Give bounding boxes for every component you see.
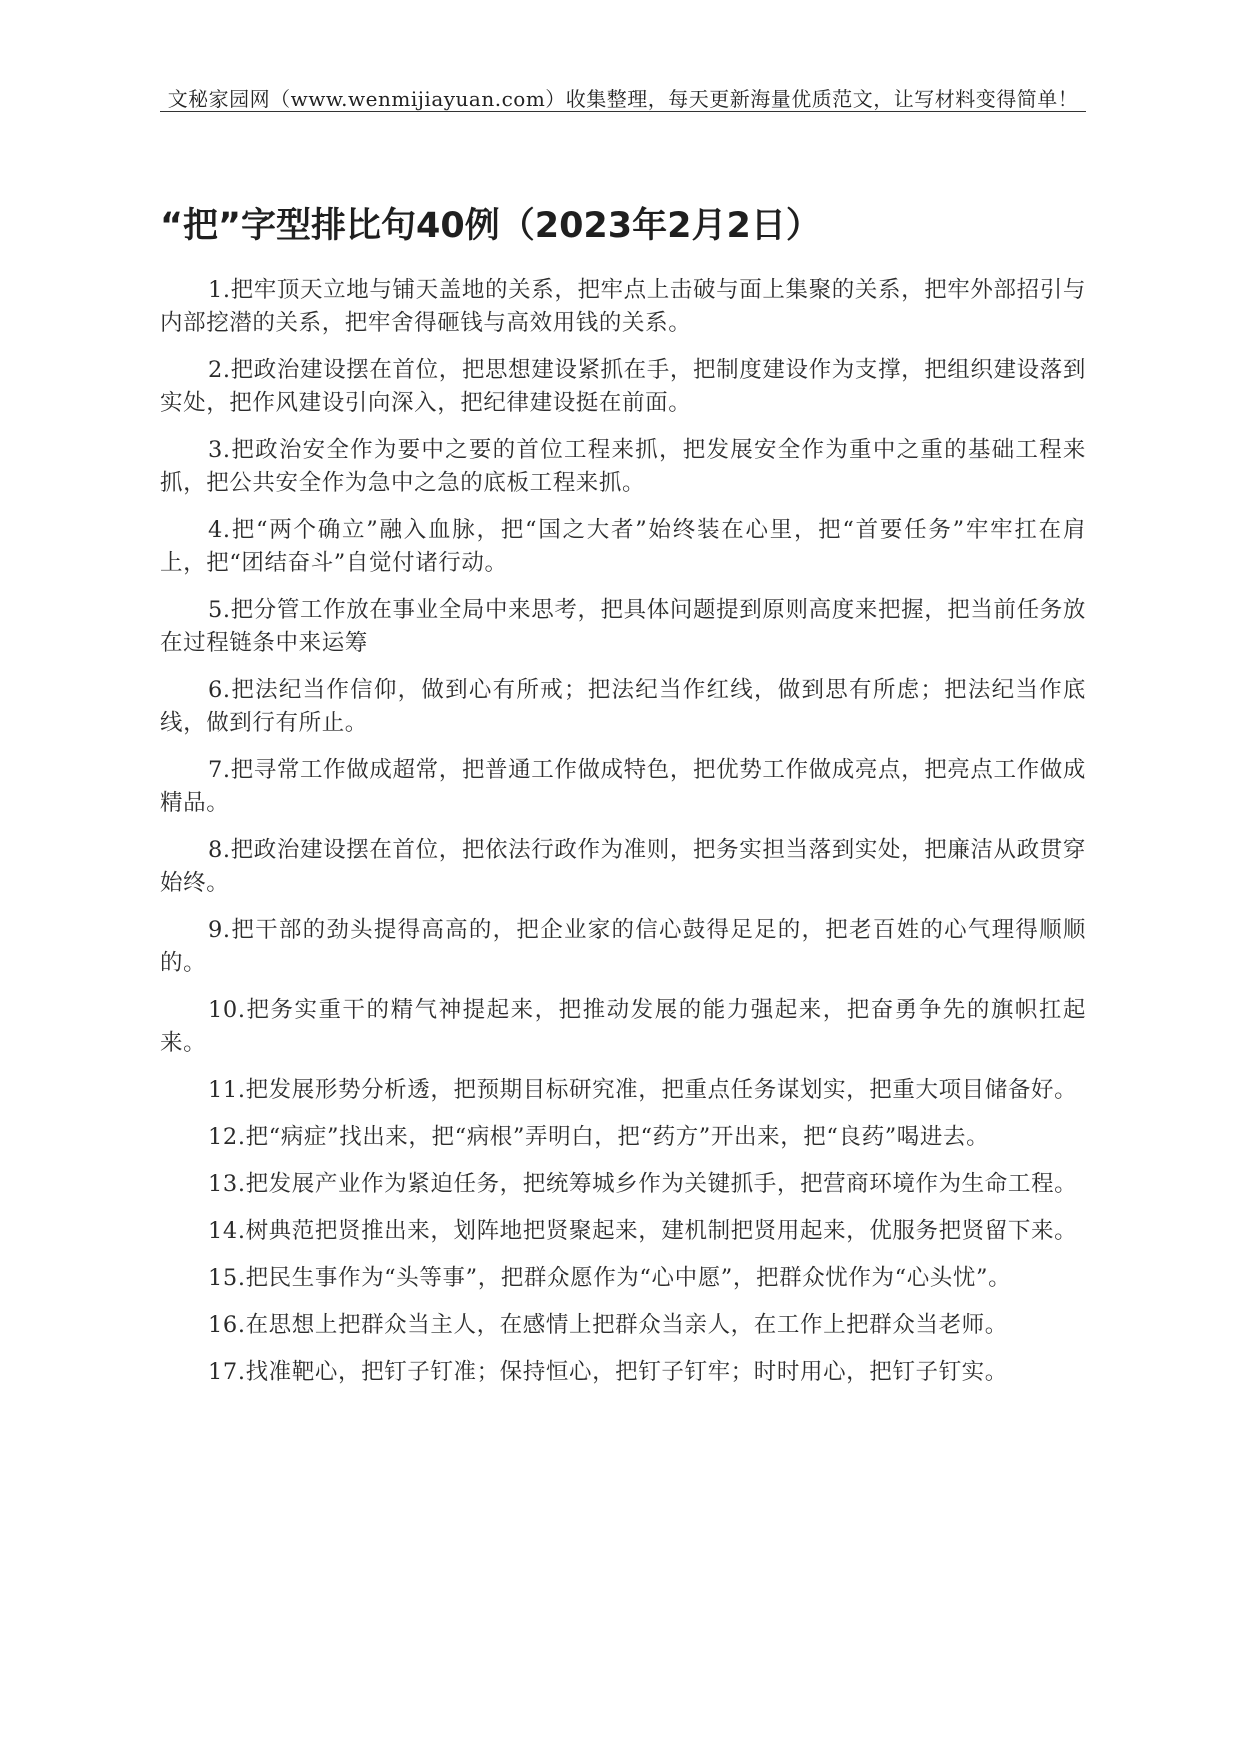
paragraph-3: 3.把政治安全作为要中之要的首位工程来抓，把发展安全作为重中之重的基础工程来抓，把公共安全作为急中之急的底板工程来抓。 <box>160 437 1086 496</box>
paragraph-11: 11.把发展形势分析透，把预期目标研究准，把重点任务谋划实，把重大项目储备好。 <box>208 1077 1078 1103</box>
paragraph-4: 4.把“两个确立”融入血脉，把“国之大者”始终装在心里，把“首要任务”牢牢扛在肩上，把“团结奋斗”自觉付诸行动。 <box>160 517 1086 576</box>
paragraph-5: 5.把分管工作放在事业全局中来思考，把具体问题提到原则高度来把握，把当前任务放在过程链条中来运筹 <box>160 597 1086 656</box>
paragraph-13: 13.把发展产业作为紧迫任务，把统筹城乡作为关键抓手，把营商环境作为生命工程。 <box>208 1171 1078 1197</box>
paragraph-7: 7.把寻常工作做成超常，把普通工作做成特色，把优势工作做成亮点，把亮点工作做成精品。 <box>160 757 1086 816</box>
document-title: “把”字型排比句40例（2023年2月2日） <box>160 206 821 246</box>
paragraph-16: 16.在思想上把群众当主人，在感情上把群众当亲人，在工作上把群众当老师。 <box>208 1312 1008 1338</box>
document-body <box>160 274 1086 1403</box>
paragraph-1: 1.把牢顶天立地与铺天盖地的关系，把牢点上击破与面上集聚的关系，把牢外部招引与内部挖潜的关系，把牢舍得砸钱与高效用钱的关系。 <box>160 277 1086 336</box>
paragraph-8: 8.把政治建设摆在首位，把依法行政作为准则，把务实担当落到实处，把廉洁从政贯穿始终。 <box>160 837 1086 896</box>
paragraph-2: 2.把政治建设摆在首位，把思想建设紧抓在手，把制度建设作为支撑，把组织建设落到实处，把作风建设引向深入，把纪律建设挺在前面。 <box>160 357 1086 416</box>
paragraph-10: 10.把务实重干的精气神提起来，把推动发展的能力强起来，把奋勇争先的旗帜扛起来。 <box>160 997 1086 1056</box>
paragraph-12: 12.把“病症”找出来，把“病根”弄明白，把“药方”开出来，把“良药”喝进去。 <box>208 1124 990 1150</box>
header-divider <box>160 111 1086 112</box>
paragraph-17: 17.找准靶心，把钉子钉准；保持恒心，把钉子钉牢；时时用心，把钉子钉实。 <box>208 1359 1008 1385</box>
page-header: 文秘家园网（www.wenmijiayuan.com）收集整理，每天更新海量优质范文，让写材料变得简单！ <box>167 87 1079 111</box>
paragraph-15: 15.把民生事作为“头等事”，把群众愿作为“心中愿”，把群众忧作为“心头忧”。 <box>208 1265 1012 1291</box>
paragraph-9: 9.把干部的劲头提得高高的，把企业家的信心鼓得足足的，把老百姓的心气理得顺顺的。 <box>160 917 1086 976</box>
paragraph-14: 14.树典范把贤推出来，划阵地把贤聚起来，建机制把贤用起来，优服务把贤留下来。 <box>208 1218 1078 1244</box>
paragraph-6: 6.把法纪当作信仰，做到心有所戒；把法纪当作红线，做到思有所虑；把法纪当作底线，做到行有所止。 <box>160 677 1086 736</box>
